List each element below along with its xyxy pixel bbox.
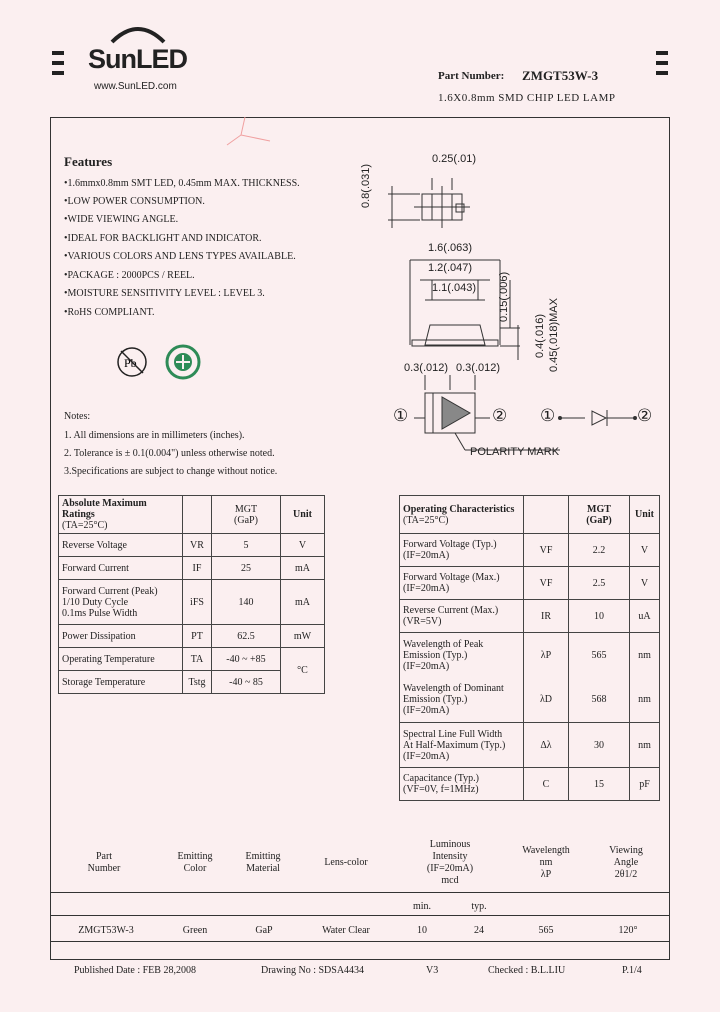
table-cell: Operating Temperature	[59, 648, 183, 671]
table-row	[400, 600, 660, 633]
right-bar-mid	[656, 61, 668, 65]
part-number: ZMGT53W-3	[522, 68, 599, 83]
table-row	[400, 678, 660, 723]
sketch-mark-icon	[225, 115, 275, 150]
table-row	[59, 534, 325, 557]
table-cell: nm	[630, 633, 660, 678]
table-cell: Δλ	[524, 723, 569, 768]
col-header-intensity: Luminous Intensity (IF=20mA) mcd	[426, 839, 474, 886]
divider	[51, 915, 669, 916]
table-header: Unit	[630, 496, 660, 534]
dim-label: 0.4(.016)	[534, 313, 546, 358]
table-cell: Storage Temperature	[59, 671, 183, 694]
table-header: Operating Characteristics (TA=25°C)	[400, 496, 524, 534]
table-cell: nm	[630, 678, 660, 723]
table-cell: nm	[630, 723, 660, 768]
table-cell: mW	[281, 625, 325, 648]
table-row	[400, 768, 660, 801]
row-angle: 120°	[618, 925, 638, 936]
feature-item: •1.6mmx0.8mm SMT LED, 0.45mm MAX. THICKNESS.	[64, 178, 300, 189]
table-header	[524, 496, 569, 534]
note-item: 3.Specifications are subject to change without notice.	[64, 466, 278, 477]
table-cell: -40 ~ +85	[212, 648, 281, 671]
dim-label: 1.6(.063)	[428, 242, 473, 254]
features-title: Features	[64, 154, 113, 169]
notes-title: Notes:	[64, 411, 91, 422]
table-cell: Forward Current	[59, 557, 183, 580]
brand-logo: SunLED	[88, 44, 187, 74]
table-cell: TA	[183, 648, 212, 671]
row-min: 10	[417, 925, 427, 936]
table-cell: VF	[524, 567, 569, 600]
footer-page: P.1/4	[622, 965, 642, 976]
col-subheader-min: min.	[412, 901, 432, 912]
table-cell: 5	[212, 534, 281, 557]
feature-item: •MOISTURE SENSITIVITY LEVEL : LEVEL 3.	[64, 288, 265, 299]
table-cell: Spectral Line Full Width At Half-Maximum (Typ.) (IF=20mA)	[400, 723, 524, 768]
table-row	[400, 534, 660, 567]
dim-label: 0.15(.006)	[498, 271, 510, 322]
table-cell: 2.5	[569, 567, 630, 600]
table-cell: 568	[569, 678, 630, 723]
website: www.SunLED.com	[94, 81, 177, 92]
table-cell: 2.2	[569, 534, 630, 567]
footer-checked: Checked : B.L.LIU	[488, 965, 566, 976]
table-cell: -40 ~ 85	[212, 671, 281, 694]
table-cell: iFS	[183, 580, 212, 625]
table-row	[400, 567, 660, 600]
row-color: Green	[182, 925, 208, 936]
table-header: MGT (GaP)	[212, 496, 281, 534]
divider	[51, 892, 669, 893]
table-header: Absolute Maximum Ratings (TA=25°C)	[59, 496, 183, 534]
table-cell: Forward Current (Peak) 1/10 Duty Cycle 0.1ms Pulse Width	[59, 580, 183, 625]
table-row	[59, 580, 325, 625]
polarity-mark-label: POLARITY MARK	[470, 446, 560, 458]
table-cell: C	[524, 768, 569, 801]
pin2-label: ②	[492, 406, 508, 425]
feature-item: •VARIOUS COLORS AND LENS TYPES AVAILABLE.	[64, 251, 296, 262]
table-cell: Power Dissipation	[59, 625, 183, 648]
package-drawing	[370, 150, 670, 470]
right-bar-top	[656, 51, 668, 55]
dim-label: 0.25(.01)	[432, 153, 477, 165]
part-number-label: Part Number:	[438, 70, 505, 82]
dim-label: 0.3(.012)	[404, 362, 449, 374]
table-cell: 565	[569, 633, 630, 678]
footer-published: Published Date : FEB 28,2008	[74, 965, 196, 976]
dim-label: 0.45(.018)MAX	[548, 298, 560, 372]
feature-item: •RoHS COMPLIANT.	[64, 307, 155, 318]
table-cell: Wavelength of Dominant Emission (Typ.) (IF=20mA)	[400, 678, 524, 723]
table-header: Unit	[281, 496, 325, 534]
feature-item: •LOW POWER CONSUMPTION.	[64, 196, 205, 207]
table-cell: 10	[569, 600, 630, 633]
table-cell: 30	[569, 723, 630, 768]
table-cell: PT	[183, 625, 212, 648]
dim-label: 0.8(.031)	[360, 163, 372, 208]
table-cell: Reverse Voltage	[59, 534, 183, 557]
table-row	[59, 557, 325, 580]
feature-item: •PACKAGE : 2000PCS / REEL.	[64, 270, 195, 281]
left-bar-mid	[52, 61, 64, 65]
table-cell: VF	[524, 534, 569, 567]
dim-label: 1.2(.047)	[428, 262, 473, 274]
feature-item: •WIDE VIEWING ANGLE.	[64, 214, 179, 225]
table-cell: 140	[212, 580, 281, 625]
rohs-green-icon	[164, 343, 202, 381]
col-header-angle: Viewing Angle 2θ1/2	[609, 845, 643, 880]
left-bar-bottom	[52, 71, 64, 75]
table-cell: mA	[281, 557, 325, 580]
col-header-wavelength: Wavelength nm λP	[522, 845, 570, 880]
table-header	[183, 496, 212, 534]
row-part: ZMGT53W-3	[78, 925, 134, 936]
table-row	[59, 648, 325, 671]
dim-label: 0.3(.012)	[456, 362, 501, 374]
left-bar-top	[52, 51, 64, 55]
table-cell: λP	[524, 633, 569, 678]
schematic-pin2-label: ②	[637, 406, 653, 425]
table-cell: uA	[630, 600, 660, 633]
table-cell: IR	[524, 600, 569, 633]
table-cell: λD	[524, 678, 569, 723]
feature-item: •IDEAL FOR BACKLIGHT AND INDICATOR.	[64, 233, 262, 244]
operating-characteristics-table	[399, 495, 660, 801]
table-row	[59, 625, 325, 648]
table-cell: Forward Voltage (Max.) (IF=20mA)	[400, 567, 524, 600]
col-header-lens: Lens-color	[324, 857, 368, 868]
table-cell: V	[630, 534, 660, 567]
table-cell: Tstg	[183, 671, 212, 694]
table-header: MGT (GaP)	[569, 496, 630, 534]
note-item: 1. All dimensions are in millimeters (inches).	[64, 430, 245, 441]
table-cell: IF	[183, 557, 212, 580]
table-cell: Capacitance (Typ.) (VF=0V, f=1MHz)	[400, 768, 524, 801]
table-cell: V	[630, 567, 660, 600]
table-cell: mA	[281, 580, 325, 625]
table-row	[400, 723, 660, 768]
footer-drawing: Drawing No : SDSA4434	[261, 965, 365, 976]
pb-free-icon	[114, 344, 150, 380]
col-header-part: Part Number	[87, 851, 121, 874]
footer-version: V3	[426, 965, 439, 976]
product-description: 1.6X0.8mm SMD CHIP LED LAMP	[438, 92, 616, 104]
col-subheader-typ: typ.	[471, 901, 487, 912]
row-wavelength: 565	[538, 925, 554, 936]
table-cell: VR	[183, 534, 212, 557]
row-lens: Water Clear	[322, 925, 370, 936]
dim-label: 1.1(.043)	[432, 282, 477, 294]
divider	[51, 941, 669, 942]
table-cell: °C	[281, 648, 325, 694]
table-cell: 25	[212, 557, 281, 580]
svg-text:Pb: Pb	[124, 356, 137, 370]
table-cell: 15	[569, 768, 630, 801]
col-header-material: Emitting Material	[245, 851, 281, 874]
pin1-label: ①	[393, 406, 409, 425]
col-header-color: Emitting Color	[177, 851, 213, 874]
absolute-max-ratings-table	[58, 495, 325, 694]
note-item: 2. Tolerance is ± 0.1(0.004") unless otherwise noted.	[64, 448, 275, 459]
table-cell: Forward Voltage (Typ.) (IF=20mA)	[400, 534, 524, 567]
table-cell: Reverse Current (Max.) (VR=5V)	[400, 600, 524, 633]
sunled-logo-arc-icon	[108, 22, 168, 44]
row-material: GaP	[255, 925, 273, 936]
row-typ: 24	[474, 925, 484, 936]
table-cell: V	[281, 534, 325, 557]
table-row	[400, 633, 660, 678]
schematic-pin1-label: ①	[540, 406, 556, 425]
right-bar-bottom	[656, 71, 668, 75]
table-cell: 62.5	[212, 625, 281, 648]
table-cell: pF	[630, 768, 660, 801]
table-cell: Wavelength of Peak Emission (Typ.) (IF=20mA)	[400, 633, 524, 678]
